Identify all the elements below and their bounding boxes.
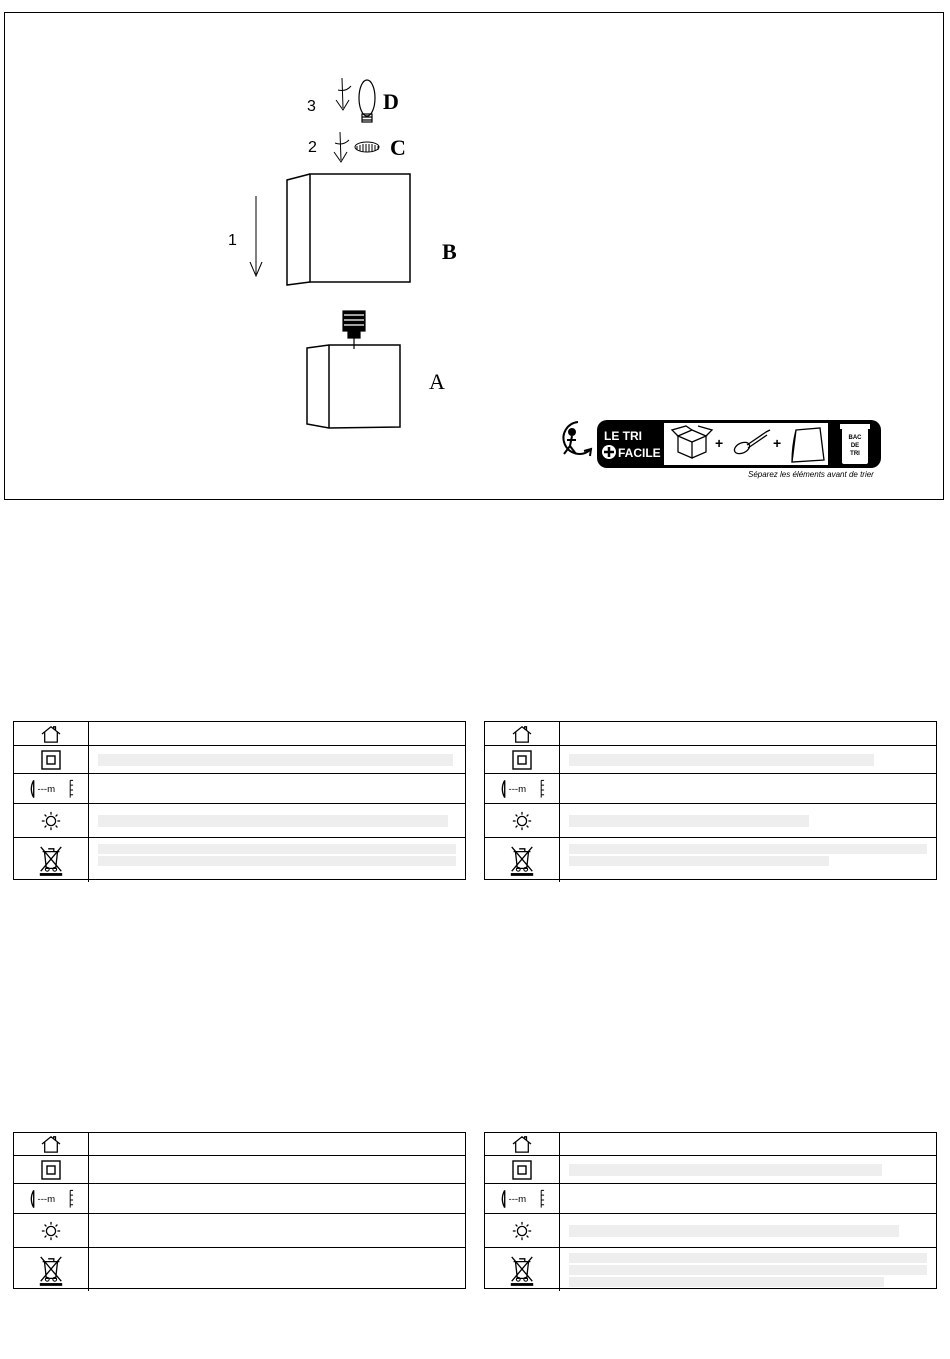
redacted-text-bar	[98, 856, 456, 866]
panel-row-weee	[485, 1247, 936, 1291]
redacted-text-bar	[98, 815, 448, 827]
panel-row-class2	[14, 745, 465, 774]
panel-row-weee	[14, 837, 465, 882]
lamp-base	[307, 345, 400, 428]
tri-plus-1: +	[715, 435, 724, 451]
panel-row-distance	[14, 1183, 465, 1214]
part-label-c: C	[390, 135, 406, 160]
panel-row-weee	[485, 837, 936, 882]
panel-row-class2	[485, 1155, 936, 1184]
redacted-text-bar	[569, 815, 809, 827]
distance-icon	[27, 777, 75, 801]
symbol-panel-1	[13, 721, 466, 880]
symbol-panel-2	[484, 721, 937, 880]
panel-row-indoor	[14, 722, 465, 745]
bulb-icon	[359, 80, 375, 122]
distance-icon	[498, 1187, 546, 1211]
bulb-icon	[511, 810, 533, 832]
recycling-bin-icon	[840, 424, 870, 464]
double-insulation-icon	[41, 1160, 61, 1180]
tri-le-tri-text: LE TRI	[604, 429, 642, 443]
lamp-socket	[343, 311, 365, 349]
double-insulation-icon	[512, 750, 532, 770]
redacted-text-bar	[569, 844, 927, 854]
redacted-text-bar	[569, 1253, 927, 1263]
panel-row-bulb	[485, 1213, 936, 1248]
distance-icon	[498, 777, 546, 801]
crossed-bin-icon	[508, 1254, 536, 1286]
redacted-text-bar	[98, 844, 456, 854]
panel-row-indoor	[485, 722, 936, 745]
step-3-number: 3	[307, 98, 316, 115]
panel-row-distance	[14, 773, 465, 804]
panel-row-bulb	[485, 803, 936, 838]
step-1-arrow-icon	[250, 196, 262, 276]
panel-row-indoor	[485, 1133, 936, 1155]
house-icon	[40, 725, 62, 743]
lamp-shade	[287, 174, 410, 285]
panel-row-distance	[485, 1183, 936, 1214]
tri-facile-text: FACILE	[618, 446, 661, 460]
tri-plus-2: +	[773, 435, 782, 451]
redacted-text-bar	[98, 754, 453, 766]
distance-icon	[27, 1187, 75, 1211]
bulb-icon	[511, 1220, 533, 1242]
crossed-bin-icon	[508, 844, 536, 876]
house-icon	[40, 1135, 62, 1153]
step-2-number: 2	[308, 139, 317, 156]
redacted-text-bar	[569, 1225, 899, 1237]
part-label-b: B	[442, 239, 457, 264]
tri-tri-text: TRI	[850, 451, 860, 457]
step-1-number: 1	[228, 232, 237, 249]
step-3-arrow-icon	[336, 78, 351, 110]
redacted-text-bar	[569, 1277, 884, 1287]
crossed-bin-icon	[37, 844, 65, 876]
tri-de-text: DE	[850, 443, 860, 449]
panel-row-distance	[485, 773, 936, 804]
symbol-panel-4	[484, 1132, 937, 1289]
bulb-icon	[40, 810, 62, 832]
crossed-bin-icon	[37, 1254, 65, 1286]
redacted-text-bar	[569, 856, 829, 866]
tri-bac-text: BAC	[848, 435, 862, 441]
part-label-d: D	[383, 89, 399, 114]
part-label-a: A	[429, 369, 445, 394]
ring-nut-icon	[355, 142, 379, 152]
symbol-panel-3	[13, 1132, 466, 1289]
panel-row-indoor	[14, 1133, 465, 1155]
house-icon	[511, 1135, 533, 1153]
panel-row-class2	[14, 1155, 465, 1184]
triman-icon	[563, 422, 591, 456]
panel-row-class2	[485, 745, 936, 774]
double-insulation-icon	[41, 750, 61, 770]
bulb-icon	[40, 1220, 62, 1242]
panel-row-bulb	[14, 803, 465, 838]
redacted-text-bar	[569, 1164, 882, 1176]
panel-row-weee	[14, 1247, 465, 1291]
redacted-text-bar	[569, 1265, 927, 1275]
house-icon	[511, 725, 533, 743]
panel-row-bulb	[14, 1213, 465, 1248]
step-2-arrow-icon	[334, 132, 349, 162]
redacted-text-bar	[569, 754, 874, 766]
double-insulation-icon	[512, 1160, 532, 1180]
tri-caption: Séparez les éléments avant de trier	[748, 470, 874, 479]
